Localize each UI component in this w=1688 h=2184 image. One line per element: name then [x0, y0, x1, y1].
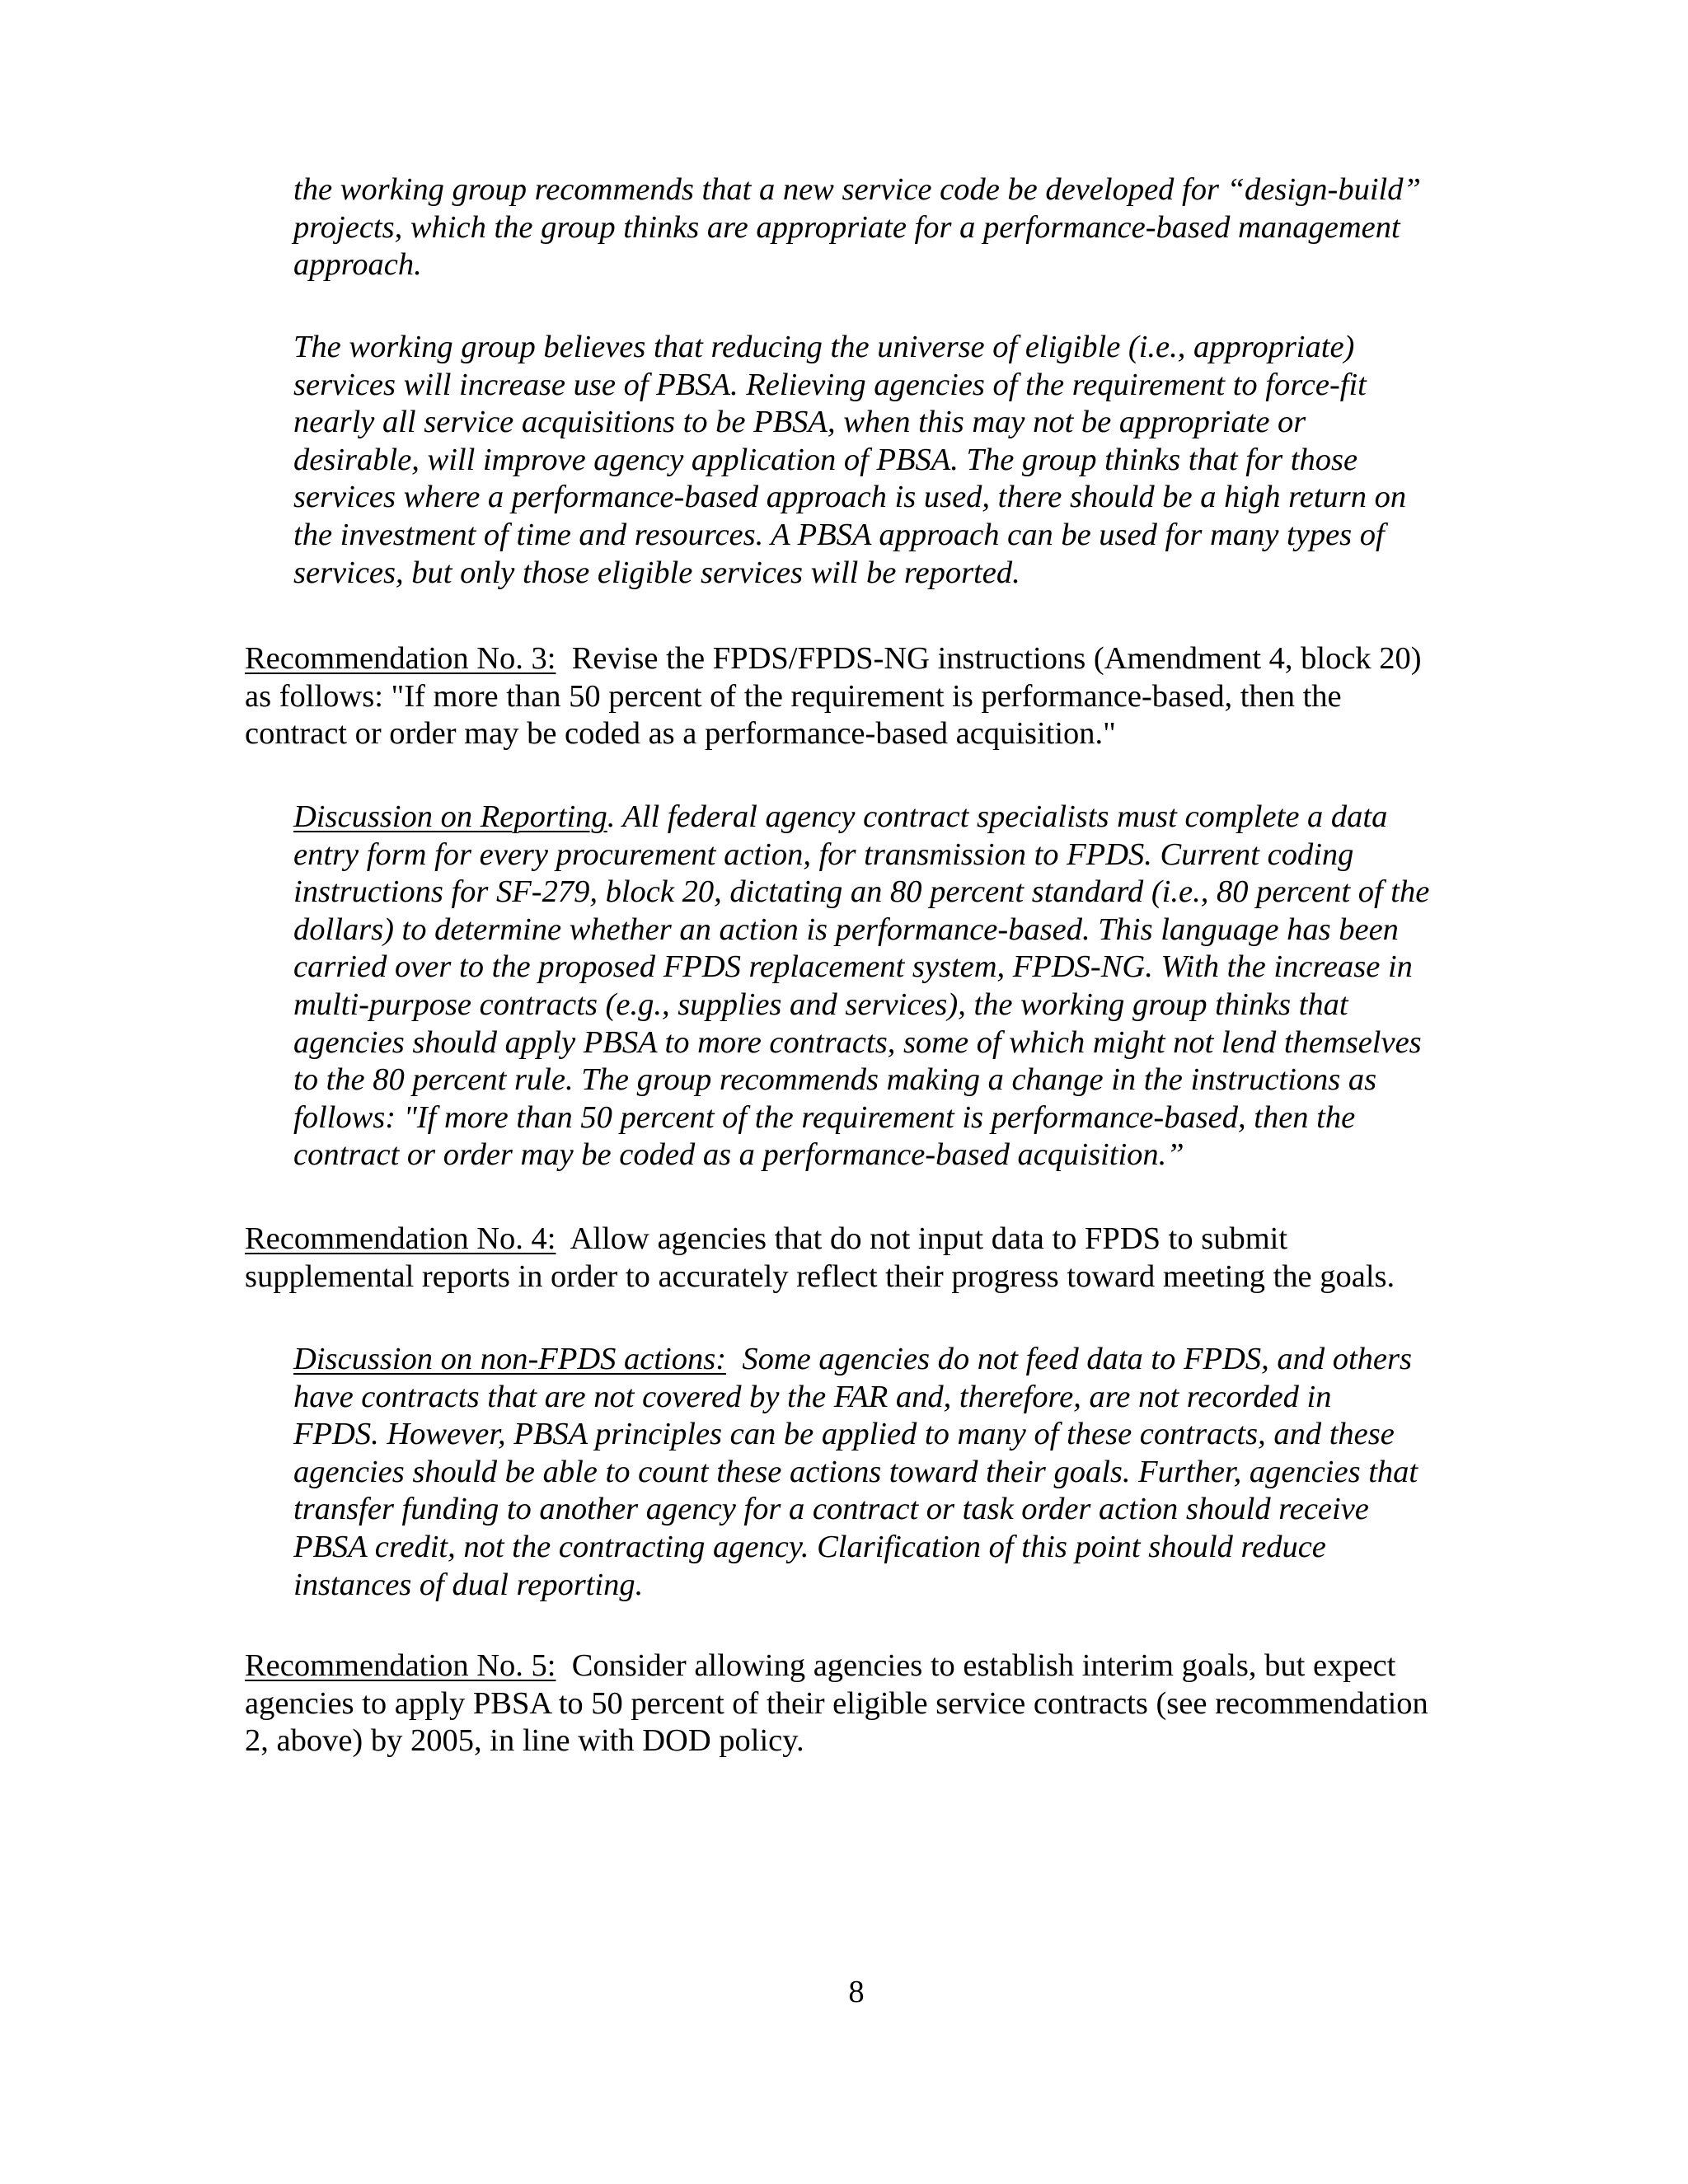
- paragraph-line: [245, 640, 1481, 678]
- paragraph-line: [245, 1221, 1481, 1258]
- recommendation-5-paragraph: [245, 1647, 1481, 1760]
- paragraph-line: multi-purpose contracts (e.g., supplies and services), the working group thinks that: [293, 987, 1348, 1022]
- paragraph-line: supplemental reports in order to accurately reflect their progress toward meeting the goals.: [245, 1258, 1395, 1294]
- paragraph-line: services will increase use of PBSA. Relieving agencies of the requirement to force-fit: [293, 367, 1367, 402]
- recommendation-3-label: Recommendation No. 3:: [245, 641, 556, 676]
- discussion-non-fpds-text: Some agencies do not feed data to FPDS, and others: [742, 1342, 1412, 1376]
- recommendation-5-text: Consider allowing agencies to establish interim goals, but expect: [571, 1648, 1396, 1683]
- paragraph-line: entry form for every procurement action, for transmission to FPDS. Current coding: [293, 837, 1354, 872]
- paragraph-line: as follows: "If more than 50 percent of the requirement is performance-based, then the: [245, 678, 1342, 714]
- paragraph-line: FPDS. However, PBSA principles can be applied to many of these contracts, and these: [293, 1417, 1395, 1452]
- discussion-non-fpds-paragraph: [293, 1341, 1484, 1604]
- paragraph-line: instructions for SF-279, block 20, dictating an 80 percent standard (i.e., 80 percent of the: [293, 874, 1430, 910]
- paragraph-line: 2, above) by 2005, in line with DOD policy.: [245, 1723, 804, 1759]
- paragraph-line: carried over to the proposed FPDS replacement system, FPDS-NG. With the increase in: [293, 949, 1413, 985]
- discussion-reporting-heading: Discussion on Reporting: [293, 799, 607, 834]
- paragraph-line: to the 80 percent rule. The group recommends making a change in the instructions as: [293, 1062, 1377, 1098]
- paragraph-line: follows: "If more than 50 percent of the requirement is performance-based, then the: [293, 1099, 1356, 1135]
- paragraph-line: approach.: [293, 247, 422, 283]
- recommendation-4-label: Recommendation No. 4:: [245, 1221, 556, 1256]
- paragraph-line: have contracts that are not covered by the FAR and, therefore, are not recorded in: [293, 1379, 1332, 1414]
- paragraph-line: services where a performance-based approach is used, there should be a high return on: [293, 480, 1407, 515]
- paragraph-line: [245, 1647, 1481, 1685]
- paragraph-line: agencies should be able to count these actions toward their goals. Further, agencies that: [293, 1454, 1418, 1489]
- discussion-non-fpds-heading: Discussion on non-FPDS actions:: [293, 1342, 727, 1376]
- page-number: 8: [848, 1975, 865, 2009]
- paragraph-line: services, but only those eligible services will be reported.: [293, 555, 1020, 590]
- paragraph-line: transfer funding to another agency for a contract or task order action should receive: [293, 1492, 1369, 1527]
- recommendation-4-paragraph: [245, 1221, 1481, 1296]
- paragraph-line: projects, which the group thinks are appropriate for a performance-based management: [293, 209, 1400, 245]
- paragraph-line: [293, 1341, 1484, 1379]
- discussion-universe-paragraph: [293, 329, 1484, 592]
- paragraph-line: the investment of time and resources. A PBSA approach can be used for many types of: [293, 517, 1385, 552]
- paragraph-line: contract or order may be coded as a performance-based acquisition.”: [293, 1137, 1184, 1173]
- recommendation-4-text: Allow agencies that do not input data to FPDS to submit: [570, 1221, 1288, 1256]
- recommendation-3-paragraph: [245, 640, 1481, 753]
- paragraph-line: nearly all service acquisitions to be PBSA, when this may not be appropriate or: [293, 405, 1306, 440]
- paragraph-line: [293, 799, 1484, 837]
- paragraph-line: PBSA credit, not the contracting agency. Clarification of this point should reduce: [293, 1529, 1326, 1564]
- paragraph-line: agencies to apply PBSA to 50 percent of their eligible service contracts (see recommendation: [245, 1685, 1428, 1721]
- paragraph-line: desirable, will improve agency application of PBSA. The group thinks that for those: [293, 442, 1358, 477]
- recommendation-3-text: Revise the FPDS/FPDS-NG instructions (Amendment 4, block 20): [571, 641, 1422, 676]
- paragraph-line: instances of dual reporting.: [293, 1567, 644, 1602]
- paragraph-line: agencies should apply PBSA to more contracts, some of which might not lend themselves: [293, 1024, 1422, 1060]
- discussion-continued-paragraph: [293, 171, 1484, 284]
- paragraph-line: The working group believes that reducing the universe of eligible (i.e., appropriate): [293, 330, 1355, 364]
- paragraph-line: dollars) to determine whether an action is performance-based. This language has been: [293, 912, 1399, 947]
- paragraph-line: the working group recommends that a new service code be developed for “design-build”: [293, 172, 1421, 207]
- recommendation-5-label: Recommendation No. 5:: [245, 1648, 556, 1683]
- paragraph-line: contract or order may be coded as a performance-based acquisition.": [245, 716, 1116, 752]
- discussion-reporting-paragraph: [293, 799, 1484, 1174]
- discussion-reporting-text: . All federal agency contract specialists must complete a data: [607, 799, 1388, 834]
